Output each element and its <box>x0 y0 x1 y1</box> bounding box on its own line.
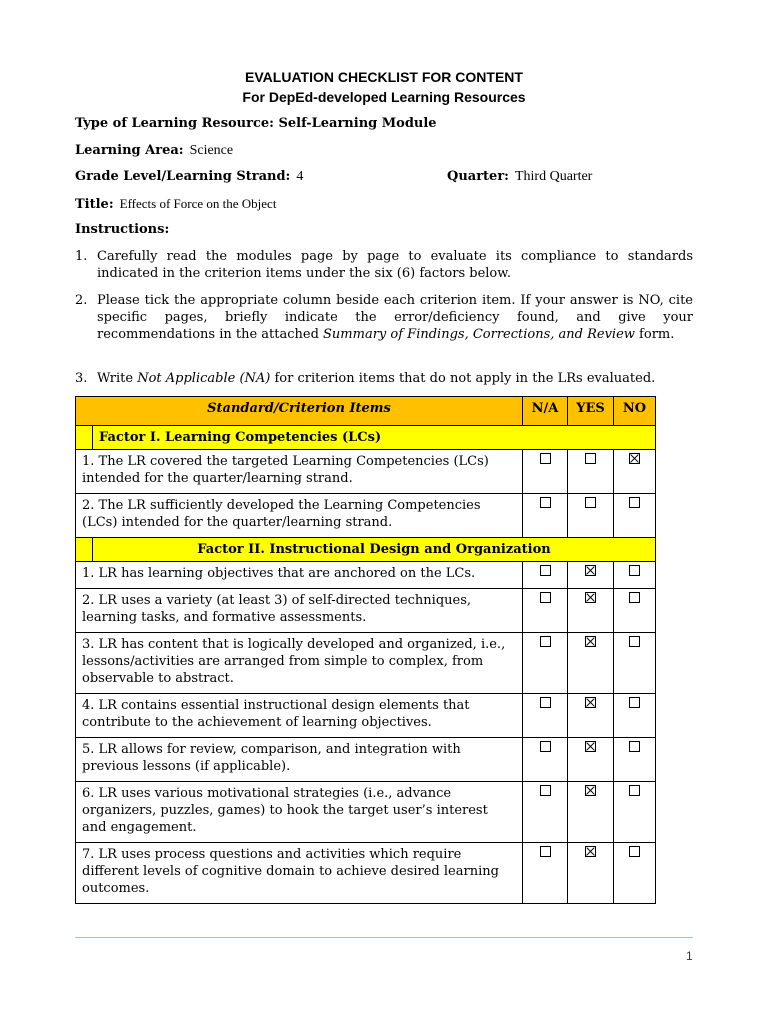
no-checkbox[interactable] <box>629 846 640 857</box>
table-row <box>76 738 656 782</box>
yes-checkbox-checked[interactable] <box>585 741 596 752</box>
criterion-text: 3. LR has content that is logically developed and organized, i.e., lessons/activities are arranged from simple to complex, from observable to abstract. <box>76 633 523 694</box>
na-checkbox[interactable] <box>540 592 551 603</box>
criterion-text: 2. The LR sufficiently developed the Learning Competencies (LCs) intended for the quarter/learning strand. <box>76 494 523 538</box>
module-title: Title: Effects of Force on the Object <box>75 196 277 212</box>
no-checkbox[interactable] <box>629 697 640 708</box>
na-checkbox[interactable] <box>540 497 551 508</box>
yes-checkbox-checked[interactable] <box>585 785 596 796</box>
na-checkbox[interactable] <box>540 846 551 857</box>
yes-checkbox-checked[interactable] <box>585 697 596 708</box>
yes-checkbox-checked[interactable] <box>585 846 596 857</box>
instructions-heading: Instructions: <box>75 222 170 237</box>
no-checkbox[interactable] <box>629 565 640 576</box>
factor-1-row <box>76 426 656 450</box>
yes-checkbox[interactable] <box>585 453 596 464</box>
table-row <box>76 562 656 589</box>
document-subtitle: For DepEd-developed Learning Resources <box>242 89 526 105</box>
na-checkbox[interactable] <box>540 636 551 647</box>
na-checkbox[interactable] <box>540 741 551 752</box>
table-row <box>76 843 656 904</box>
factor-2-row <box>76 538 656 562</box>
instruction-2: 2. Please tick the appropriate column beside each criterion item. If your answer is NO, cite specific pages, briefly indicate the error/deficiency found, and give your recommendations in the attached Summary of Findings, Corrections, and Review form. <box>75 293 693 342</box>
header-na: N/A <box>523 397 568 426</box>
criterion-text: 2. LR uses a variety (at least 3) of self-directed techniques, learning tasks, and formative assessments. <box>76 589 523 633</box>
criterion-text: 1. LR has learning objectives that are anchored on the LCs. <box>76 562 523 589</box>
na-checkbox[interactable] <box>540 697 551 708</box>
table-row <box>76 633 656 694</box>
learning-area: Learning Area: Science <box>75 143 234 158</box>
yes-checkbox[interactable] <box>585 497 596 508</box>
criterion-text: 6. LR uses various motivational strategies (i.e., advance organizers, puzzles, games) to hook the target user’s interest and engagement. <box>76 782 523 843</box>
no-checkbox[interactable] <box>629 592 640 603</box>
grade-level: Grade Level/Learning Strand: 4 <box>75 169 304 184</box>
no-checkbox[interactable] <box>629 785 640 796</box>
quarter: Quarter: Third Quarter <box>447 169 593 184</box>
na-checkbox[interactable] <box>540 453 551 464</box>
factor-2-title: Factor II. Instructional Design and Organization <box>92 538 655 561</box>
table-row <box>76 589 656 633</box>
resource-type: Type of Learning Resource: Self-Learning Module <box>75 116 437 131</box>
document-title: EVALUATION CHECKLIST FOR CONTENT <box>245 69 523 85</box>
criterion-text: 4. LR contains essential instructional design elements that contribute to the achievement of learning objectives. <box>76 694 523 738</box>
no-checkbox[interactable] <box>629 636 640 647</box>
header-yes: YES <box>568 397 614 426</box>
evaluation-checklist-table <box>75 396 656 904</box>
header-no: NO <box>614 397 656 426</box>
no-checkbox[interactable] <box>629 741 640 752</box>
yes-checkbox-checked[interactable] <box>585 636 596 647</box>
instruction-1: 1. Carefully read the modules page by page to evaluate its compliance to standards indicated in the criterion items under the six (6) factors below. <box>75 249 693 281</box>
criterion-text: 7. LR uses process questions and activities which require different levels of cognitive domain to achieve desired learning outcomes. <box>76 843 523 904</box>
instruction-3: 3. Write Not Applicable (NA) for criterion items that do not apply in the LRs evaluated. <box>75 371 656 386</box>
footer-divider <box>75 937 693 938</box>
yes-checkbox-checked[interactable] <box>585 592 596 603</box>
table-header-row <box>76 397 656 426</box>
table-row <box>76 782 656 843</box>
no-checkbox[interactable] <box>629 497 640 508</box>
no-checkbox-checked[interactable] <box>629 453 640 464</box>
na-checkbox[interactable] <box>540 565 551 576</box>
header-criterion: Standard/Criterion Items <box>76 397 523 426</box>
factor-1-title: Factor I. Learning Competencies (LCs) <box>92 426 655 449</box>
criterion-text: 1. The LR covered the targeted Learning Competencies (LCs) intended for the quarter/learning strand. <box>76 450 523 494</box>
na-checkbox[interactable] <box>540 785 551 796</box>
criterion-text: 5. LR allows for review, comparison, and integration with previous lessons (if applicable). <box>76 738 523 782</box>
page-number: 1 <box>686 949 693 963</box>
table-row <box>76 694 656 738</box>
table-row <box>76 494 656 538</box>
yes-checkbox-checked[interactable] <box>585 565 596 576</box>
table-row <box>76 450 656 494</box>
